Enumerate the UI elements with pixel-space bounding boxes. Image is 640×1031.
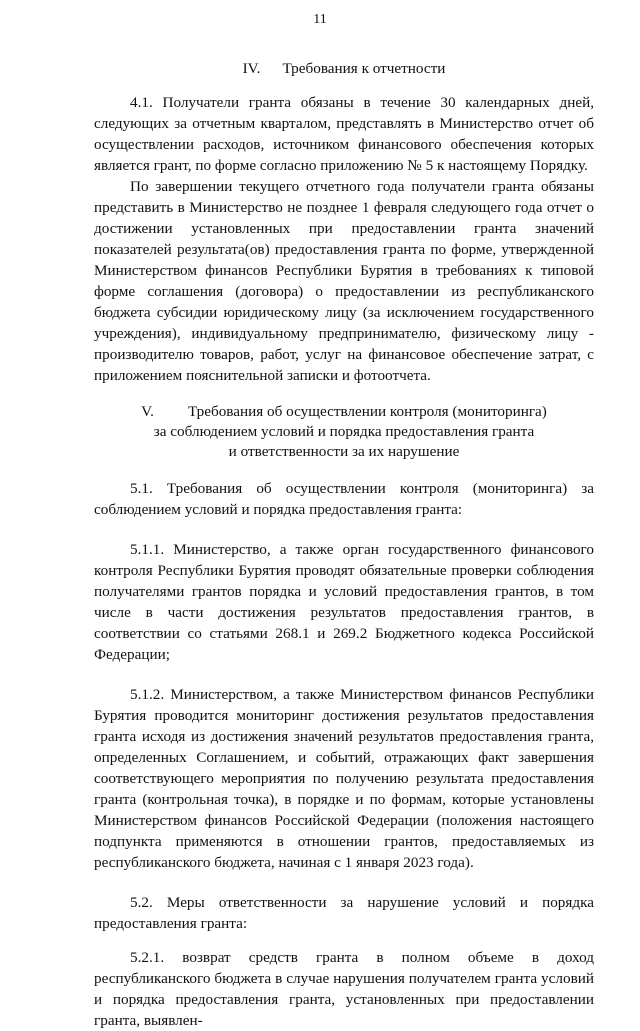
- page-number: 11: [313, 12, 327, 27]
- section-4-heading: [94, 58, 594, 79]
- section-5-number: V.: [141, 403, 154, 420]
- paragraph-5-2-1: 5.2.1. возврат средств гранта в полном объеме в доход республиканского бюджета в случае нарушения получателем гранта условий и порядка предоставления гранта, установленных при предоставлении гранта, выявлен-: [94, 949, 594, 1029]
- section-5-heading: [94, 402, 594, 462]
- paragraph-5-1-2: 5.1.2. Министерством, а также Министерством финансов Республики Бурятия проводится мониторинг достижения результатов предоставления гранта исходя из достижения значений результатов предоставления гранта, определенных Соглашением, и событий, отражающих факт завершения соответствующего мероприятия по получению результата предоставления гранта (контрольная точка), в порядке и по формам, которые установлены Министерством финансов Российской Федерации (положения настоящего подпункта применяются в отношении грантов, предоставляемых из республиканского бюджета, начиная с 1 января 2023 года).: [94, 686, 594, 871]
- paragraph-5-1: 5.1. Требования об осуществлении контроля (мониторинга) за соблюдением условий и порядка предоставления гранта:: [94, 480, 594, 518]
- section-4-title: Требования к отчетности: [282, 60, 446, 77]
- document-body: [94, 58, 594, 1031]
- section-5-title-line-2: за соблюдением условий и порядка предоставления гранта: [153, 423, 535, 440]
- paragraph-4-annual-report: По завершении текущего отчетного года получатели гранта обязаны представить в Министерство не позднее 1 февраля следующего года отчет о достижении установленных при предоставлении гранта значений показателей результата(ов) предоставления гранта по форме, утвержденной Министерством финансов Республики Бурятия в требованиях к типовой форме соглашения (договора) о предоставлении из республиканского бюджета субсидии юридическому лицу (за исключением государственного учреждения), индивидуальному предпринимателю, физическому лицу - производителю товаров, работ, услуг на финансовое обеспечение затрат, с приложением пояснительной записки и фотоотчета.: [94, 178, 594, 384]
- paragraph-4-1: 4.1. Получатели гранта обязаны в течение 30 календарных дней, следующих за отчетным кварталом, представлять в Министерство отчет об осуществлении расходов, источником финансового обеспечения которых является грант, по форме согласно приложению № 5 к настоящему Порядку.: [94, 94, 594, 174]
- paragraph-5-1-1: 5.1.1. Министерство, а также орган государственного финансового контроля Республики Бурятия проводят обязательные проверки соблюдения получателями грантов порядка и условий предоставления грантов, в том числе в части достижения результатов предоставления грантов, в соответствии со статьями 268.1 и 269.2 Бюджетного кодекса Российской Федерации;: [94, 541, 594, 663]
- paragraph-5-2: 5.2. Меры ответственности за нарушение условий и порядка предоставления гранта:: [94, 894, 594, 932]
- section-5-title-line-1: Требования об осуществлении контроля (мониторинга): [187, 403, 547, 420]
- section-5-title-line-3: и ответственности за их нарушение: [228, 443, 460, 460]
- section-4-number: IV.: [242, 60, 261, 77]
